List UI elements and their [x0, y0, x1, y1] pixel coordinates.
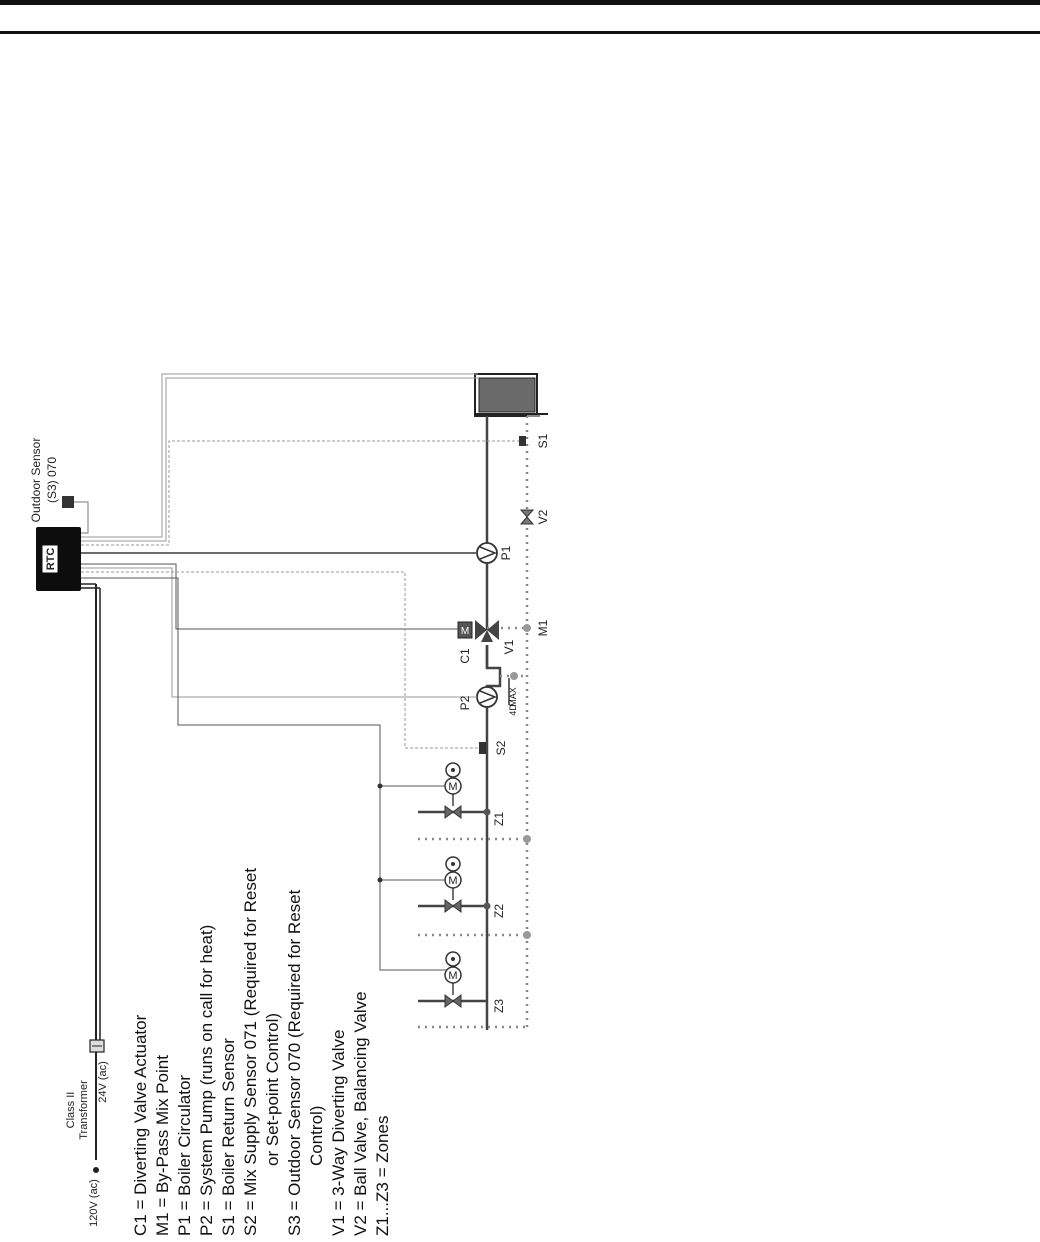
label-s2: S2	[494, 740, 508, 756]
svg-text:M: M	[460, 626, 470, 637]
legend-s3: S3 = Outdoor Sensor 070 (Required for Reset	[285, 889, 304, 1236]
legend-s3-cont: Control)	[307, 1105, 326, 1166]
label-s1: S1	[536, 433, 550, 449]
legend-p1: P1 = Boiler Circulator	[175, 1074, 194, 1236]
legend-c1: C1 = Diverting Valve Actuator	[131, 1014, 150, 1236]
wire-boiler-2	[81, 378, 478, 541]
wire-s1	[81, 441, 519, 545]
zone1-actuator	[445, 763, 461, 794]
wire-s2	[81, 572, 479, 748]
wire-zones	[81, 578, 446, 970]
label-v1: V1	[502, 639, 516, 655]
zone2-valve	[445, 900, 461, 912]
label-p2: P2	[458, 695, 472, 711]
v2-balancing-valve	[521, 510, 533, 524]
transformer-label-2: Transformer	[78, 1080, 90, 1140]
legend	[131, 868, 392, 1236]
legend-s1: S1 = Boiler Return Sensor	[219, 1038, 238, 1236]
outdoor-sensor	[62, 496, 74, 508]
label-p1: P1	[499, 545, 513, 561]
label-v2: V2	[536, 509, 550, 525]
legend-s2: S2 = Mix Supply Sensor 071 (Required for Reset	[241, 867, 260, 1236]
label-z1: Z1	[492, 811, 506, 827]
label-c1: C1	[458, 648, 472, 664]
transformer-input-label: 120V (ac)	[88, 1179, 100, 1227]
transformer	[90, 1040, 104, 1052]
svg-text:M: M	[448, 781, 458, 793]
rtc-controller	[36, 527, 81, 591]
outdoor-sensor-label-1: Outdoor Sensor	[29, 437, 43, 523]
wire-c1	[81, 564, 458, 629]
max-marker	[508, 678, 518, 716]
svg-text:MAX: MAX	[508, 687, 518, 707]
label-m1: M1	[536, 619, 550, 637]
label-z2: Z2	[492, 903, 506, 919]
zone1-valve	[445, 806, 461, 818]
transformer-label-1: Class II	[65, 1091, 77, 1129]
svg-text:M: M	[448, 970, 458, 982]
legend-v1: V1 = 3-Way Diverting Valve	[329, 1029, 348, 1236]
zone3-valve	[445, 995, 461, 1007]
zone3-actuator	[445, 952, 461, 983]
svg-text:RTC: RTC	[45, 547, 57, 571]
boiler	[475, 374, 548, 416]
legend-zones: Z1...Z3 = Zones	[373, 1115, 392, 1236]
legend-m1: M1 = By-Pass Mix Point	[153, 1055, 172, 1236]
legend-v2: V2 = Ball Valve, Balancing Valve	[351, 991, 370, 1236]
c1-actuator	[458, 622, 472, 638]
p1-pump	[477, 543, 497, 563]
svg-text:M: M	[448, 875, 458, 887]
legend-p2: P2 = System Pump (runs on call for heat)	[197, 924, 216, 1236]
legend-s2-cont: or Set-point Control)	[263, 1012, 282, 1166]
svg-text:4D: 4D	[508, 704, 518, 716]
outdoor-sensor-label-2: (S3) 070	[45, 456, 59, 504]
wire-p2	[81, 568, 477, 697]
transformer-output-label: 24V (ac)	[97, 1061, 109, 1103]
s2-sensor	[479, 742, 486, 754]
label-z3: Z3	[492, 998, 506, 1014]
wire-boiler	[81, 374, 478, 537]
zone2-actuator	[445, 857, 461, 888]
p2-pump	[477, 687, 497, 707]
s1-sensor	[519, 436, 526, 446]
